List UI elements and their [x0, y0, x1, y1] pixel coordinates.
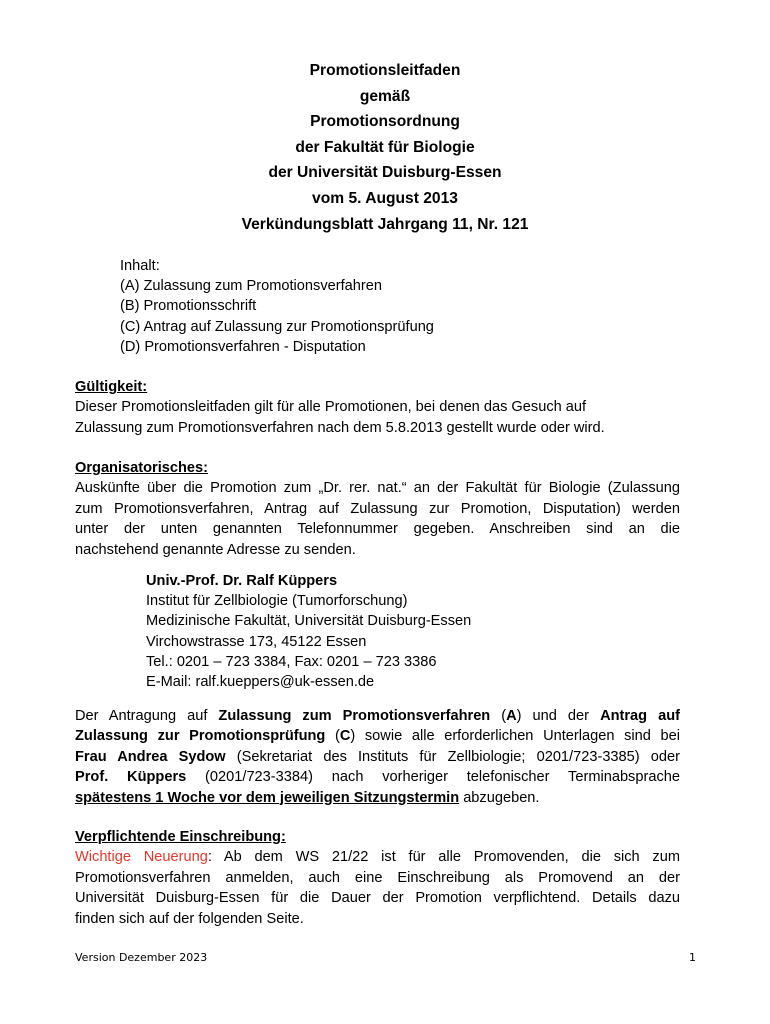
text-run: (	[490, 708, 507, 724]
text-run: (0201/723-3384) nach vorheriger telefonischer Terminabsprache	[186, 769, 680, 786]
title-line: Promotionsleitfaden	[309, 62, 461, 79]
enrolment-line: finden sich auf der folgenden Seite.	[75, 910, 304, 927]
validity-section	[75, 377, 680, 438]
bold-run: Prof. Küppers	[75, 769, 187, 786]
bold-run: Antrag auf	[600, 708, 681, 724]
text-run: : Ab dem WS 21/22 ist für alle Promovenden, die sich zum	[207, 849, 680, 866]
bold-run: C	[339, 728, 351, 745]
submission-line	[75, 767, 680, 787]
address-line: Virchowstrasse 173, 45122 Essen	[146, 633, 367, 650]
deadline-run: spätestens 1 Woche vor dem jeweiligen Sitzungstermin	[75, 789, 460, 806]
phone-line: Tel.: 0201 – 723 3384, Fax: 0201 – 723 3386	[146, 653, 437, 670]
text-run: ) und der	[516, 708, 601, 724]
bold-run: Zulassung zum Promotionsverfahren	[218, 708, 491, 724]
page-number: 1	[689, 951, 696, 964]
submission-line	[75, 747, 680, 767]
validity-line: Zulassung zum Promotionsverfahren nach dem 5.8.2013 gestellt wurde oder wird.	[75, 419, 605, 436]
email-line: E-Mail: ralf.kueppers@uk-essen.de	[146, 673, 375, 690]
submission-section	[75, 706, 680, 808]
enrolment-line	[75, 847, 680, 867]
enrolment-line: Promotionsverfahren anmelden, auch eine Einschreibung als Promovend an der	[75, 869, 680, 886]
organisation-heading: Organisatorisches:	[75, 460, 209, 476]
toc-item: (A) Zulassung zum Promotionsverfahren	[120, 278, 382, 295]
toc-item: (D) Promotionsverfahren - Disputation	[120, 338, 366, 355]
enrolment-line: Universität Duisburg-Essen für die Dauer der Promotion verpflichtend. Details dazu	[75, 890, 680, 907]
text-run: abzugeben.	[459, 789, 540, 806]
address-line: Medizinische Fakultät, Universität Duisburg-Essen	[146, 613, 472, 630]
organisation-line: unter der unten genannten Telefonnummer gegeben. Anschreiben sind an die	[75, 521, 680, 538]
document-title	[0, 58, 770, 237]
title-line: der Fakultät für Biologie	[295, 138, 475, 156]
text-run: (	[325, 728, 340, 745]
validity-line: Dieser Promotionsleitfaden gilt für alle Promotionen, bei denen das Gesuch auf	[75, 399, 587, 416]
text-run: Der Antragung auf	[75, 708, 219, 724]
organisation-line: nachstehend genannte Adresse zu senden.	[75, 541, 356, 558]
toc-item: (C) Antrag auf Zulassung zur Promotionsprüfung	[120, 318, 434, 335]
enrolment-heading: Verpflichtende Einschreibung:	[75, 829, 286, 845]
text-run: (Sekretariat des Instituts für Zellbiologie; 0201/723-3385) oder	[225, 748, 680, 765]
title-line: Verkündungsblatt Jahrgang 11, Nr. 121	[241, 215, 529, 233]
version-label: Version Dezember 2023	[75, 951, 208, 964]
address-line: Institut für Zellbiologie (Tumorforschung)	[146, 593, 408, 610]
title-line: Promotionsordnung	[310, 113, 460, 131]
bold-run: A	[506, 708, 517, 724]
validity-heading: Gültigkeit:	[75, 379, 148, 395]
submission-line	[75, 726, 680, 746]
toc-item: (B) Promotionsschrift	[120, 298, 257, 315]
important-notice: Wichtige Neuerung	[75, 849, 208, 866]
title-line: vom 5. August 2013	[312, 189, 458, 207]
title-line: gemäß	[359, 87, 411, 105]
text-run: ) sowie alle erforderlichen Unterlagen sind bei	[350, 728, 680, 745]
bold-run: Zulassung zur Promotionsprüfung	[75, 728, 326, 745]
organisation-line: Auskünfte über die Promotion zum „Dr. rer. nat.“ an der Fakultät für Biologie (Zulassung	[75, 480, 680, 497]
toc-label: Inhalt:	[120, 258, 160, 274]
enrolment-section	[75, 827, 680, 929]
title-line: der Universität Duisburg-Essen	[268, 164, 502, 182]
organisation-section	[75, 458, 680, 560]
submission-line	[75, 706, 680, 726]
contact-address	[146, 571, 471, 692]
submission-line	[75, 788, 680, 808]
organisation-line: zum Promotionsverfahren, Antrag auf Zulassung zur Promotion, Disputation) werden	[75, 500, 680, 517]
bold-run: Frau Andrea Sydow	[75, 748, 226, 765]
page-footer	[75, 951, 696, 964]
contact-name: Univ.-Prof. Dr. Ralf Küppers	[146, 573, 338, 589]
table-of-contents	[120, 256, 434, 357]
